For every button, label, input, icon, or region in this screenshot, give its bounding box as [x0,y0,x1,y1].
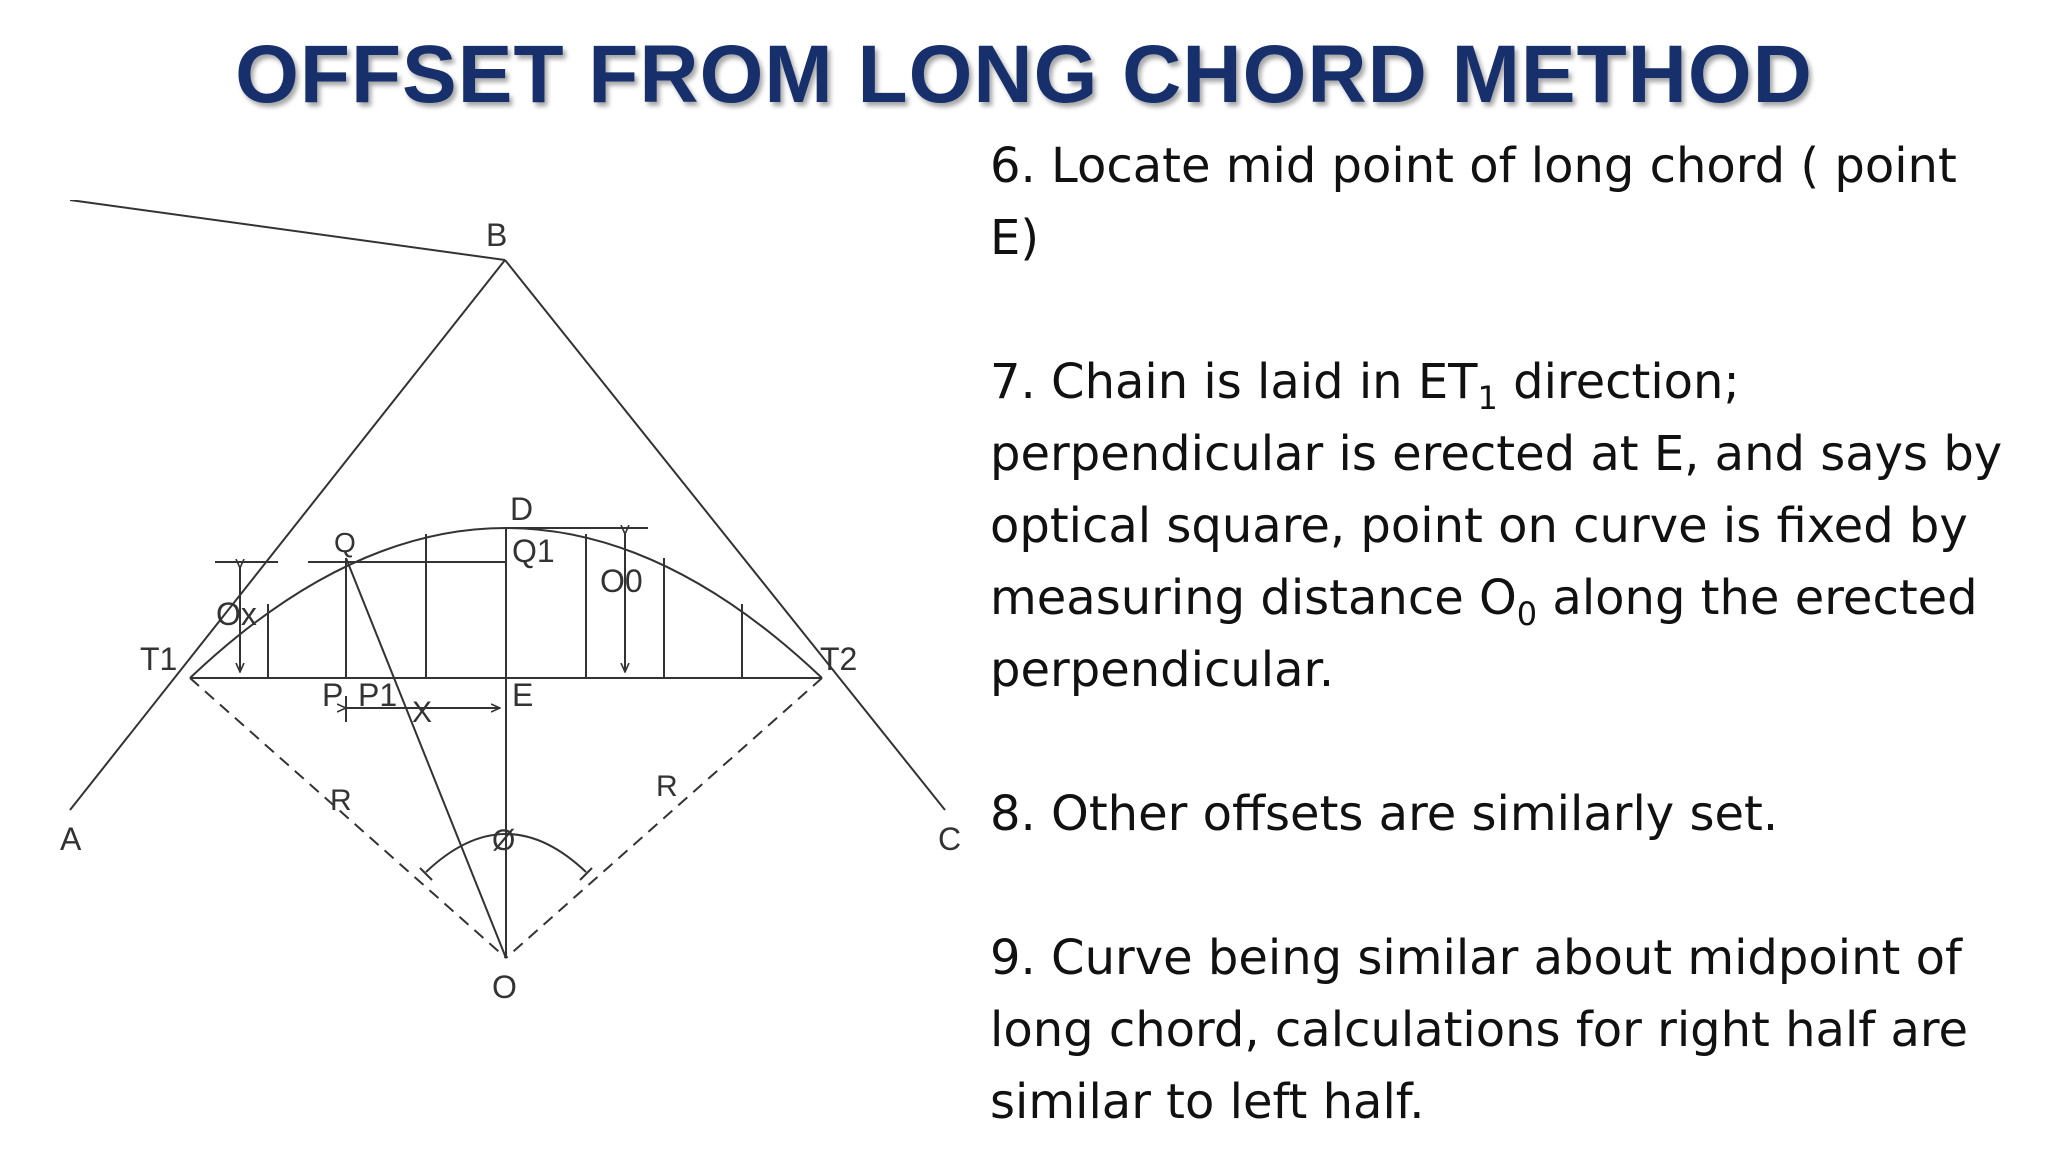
label-c: C [938,821,962,857]
label-q: Q [334,527,356,558]
step-7-part1: 7. Chain is laid in ET [990,354,1478,410]
explanation-panel [990,130,2010,1138]
label-p: P [322,677,344,713]
step-6: 6. Locate mid point of long chord ( point E) [990,138,1957,266]
radius-left [190,678,506,958]
label-a: A [60,821,82,857]
label-ox: Ox [216,596,257,632]
step-7-part3: along the erected perpendicular. [990,570,1978,698]
label-x: X [412,696,433,729]
step-7-sub2: 0 [1516,595,1538,634]
label-r-left: R [330,784,352,817]
angle-tick-left [420,868,432,880]
label-e: E [512,677,534,713]
label-phi: Ø [492,824,516,857]
step-7 [990,346,2010,706]
angle-tick-right [580,868,592,880]
label-r-right: R [656,770,678,803]
step-7-part2: direction; perpendicular is erected at E, and says by optical square, point on curve is fixed by measuring distance O [990,354,2003,626]
radius-right [506,678,822,958]
label-q1: Q1 [512,533,555,569]
label-t2: T2 [820,641,858,677]
label-t1: T1 [140,641,178,677]
slide-title: OFFSET FROM LONG CHORD METHOD [235,29,1813,120]
step-8: 8. Other offsets are similarly set. [990,786,1779,842]
step-7-sub1: 1 [1477,379,1498,418]
label-b: B [486,217,508,253]
label-o: O [492,969,517,1005]
label-o0: O0 [600,563,643,599]
step-9: 9. Curve being similar about midpoint of long chord, calculations for right half are similar to left half. [990,930,1969,1130]
label-p1: P1 [358,677,398,713]
long-chord-diagram [40,200,980,1030]
tangent-line-left [70,200,508,260]
label-d: D [510,491,534,527]
